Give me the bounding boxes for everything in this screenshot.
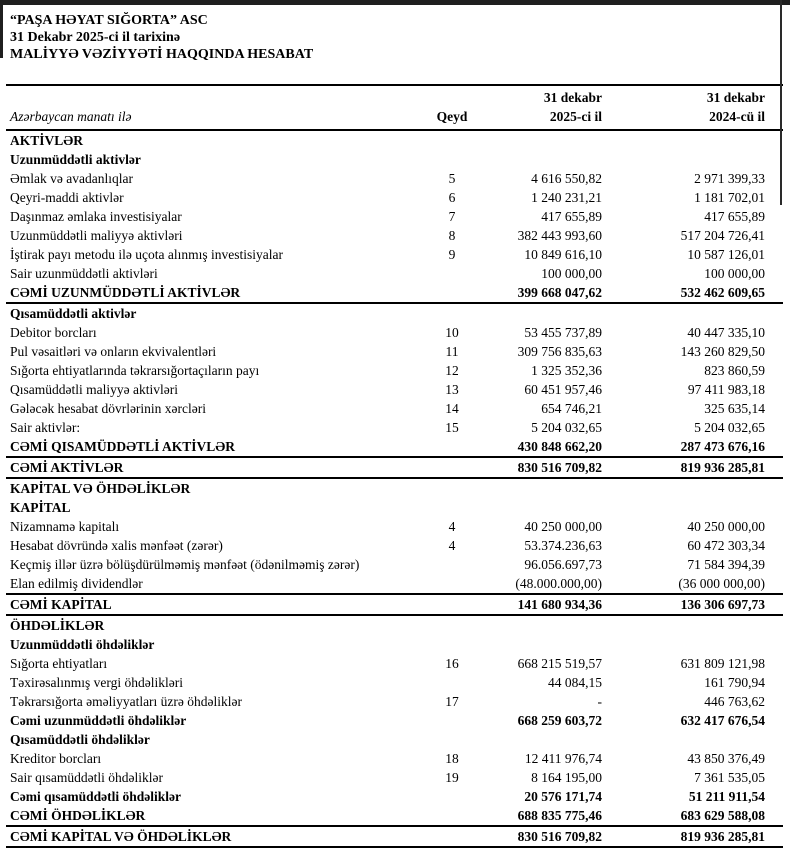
- row-note-number: 14: [445, 401, 459, 416]
- table-row: [6, 711, 783, 730]
- row-label: Hesabat dövründə xalis mənfəət (zərər): [10, 538, 223, 553]
- table-row: [6, 457, 783, 478]
- row-value-2024: 632 417 676,54: [680, 713, 765, 728]
- row-value-2025: 430 848 662,20: [517, 439, 602, 454]
- row-note-number: [426, 264, 478, 283]
- currency-note: Azərbaycan manatı ilə: [6, 107, 426, 130]
- row-value-2025: 417 655,89: [541, 209, 602, 224]
- row-value-2025: 830 516 709,82: [478, 457, 606, 478]
- report-title: MALİYYƏ VƏZİYYƏTİ HAQQINDA HESABAT: [10, 47, 314, 62]
- row-note-number: [426, 457, 478, 478]
- table-row: [6, 130, 783, 150]
- row-value-2024: [606, 303, 783, 323]
- row-value-2024: 161 790,94: [704, 675, 765, 690]
- row-label: İştirak payı metodu ilə uçota alınmış investisiyalar: [10, 247, 283, 262]
- row-value-2025: [478, 498, 606, 517]
- row-label: ÖHDƏLİKLƏR: [10, 618, 105, 633]
- row-note-number: 16: [445, 656, 459, 671]
- table-header-row-1: [6, 85, 783, 107]
- row-value-2024: 40 447 335,10: [687, 325, 765, 340]
- column-header-2025-line1: 31 dekabr: [478, 85, 606, 107]
- row-note-number: 12: [445, 363, 459, 378]
- row-label: Uzunmüddətli aktivlər: [10, 152, 141, 167]
- column-header-2025-line2: 2025-ci il: [478, 107, 606, 130]
- row-note-number: 4: [448, 519, 456, 534]
- row-value-2025: 60 451 957,46: [524, 382, 602, 397]
- row-label: CƏMİ QISAMÜDDƏTLİ AKTİVLƏR: [10, 439, 235, 454]
- row-label: Təkrarsığorta əməliyyatları üzrə öhdəliklər: [10, 694, 243, 709]
- row-note-number: 17: [445, 694, 459, 709]
- row-note-number: [426, 806, 478, 826]
- row-value-2024: 43 850 376,49: [687, 751, 765, 766]
- row-value-2025: 12 411 976,74: [524, 751, 602, 766]
- row-note-number: [426, 615, 478, 635]
- row-value-2025: 53 455 737,89: [524, 325, 602, 340]
- row-note-number: [426, 555, 478, 574]
- row-label: AKTİVLƏR: [10, 133, 83, 148]
- row-value-2025: 688 835 775,46: [517, 808, 602, 823]
- table-header: [6, 85, 783, 130]
- row-value-2024: 446 763,62: [704, 694, 765, 709]
- table-row: [6, 264, 783, 283]
- row-label: CƏMİ KAPİTAL: [6, 594, 426, 615]
- table-row: [6, 673, 783, 692]
- table-row: [6, 226, 783, 245]
- row-label: Elan edilmiş dividendlər: [10, 576, 143, 591]
- row-value-2025: 399 668 047,62: [478, 283, 606, 303]
- row-label: KAPİTAL: [10, 500, 71, 515]
- row-value-2024: 136 306 697,73: [606, 594, 783, 615]
- row-note-number: 13: [445, 382, 459, 397]
- row-value-2025: [478, 478, 606, 498]
- row-value-2025: -: [597, 694, 602, 709]
- row-label: Nizamnamə kapitalı: [10, 519, 120, 534]
- table-row: [6, 303, 783, 323]
- table-row: [6, 730, 783, 749]
- row-label: Qeyri-maddi aktivlər: [10, 190, 124, 205]
- table-row: [6, 169, 783, 188]
- row-value-2024: 1 181 702,01: [694, 190, 765, 205]
- table-row: [6, 749, 783, 768]
- table-row: [6, 787, 783, 806]
- row-note-number: 18: [445, 751, 459, 766]
- row-note-number: [426, 498, 478, 517]
- row-label: Sığorta ehtiyatlarında təkrarsığortaçıların payı: [10, 363, 260, 378]
- row-value-2025: 40 250 000,00: [524, 519, 602, 534]
- row-value-2024: 819 936 285,81: [606, 457, 783, 478]
- row-value-2024: 683 629 588,08: [680, 808, 765, 823]
- row-value-2025: 20 576 171,74: [524, 789, 602, 804]
- row-value-2024: [606, 130, 783, 150]
- row-label: Daşınmaz əmlaka investisiyalar: [10, 209, 182, 224]
- row-note-number: 8: [448, 228, 456, 243]
- company-name: “PAŞA HƏYAT SIĞORTA” ASC: [10, 13, 208, 28]
- row-value-2024: [606, 150, 783, 169]
- row-value-2025: [478, 635, 606, 654]
- row-value-2024: 71 584 394,39: [687, 557, 765, 572]
- row-note-number: [426, 283, 478, 303]
- scan-edge-right: [780, 0, 782, 205]
- row-note-number: [426, 673, 478, 692]
- table-row: [6, 437, 783, 457]
- table-row: [6, 207, 783, 226]
- row-value-2024: 631 809 121,98: [680, 656, 765, 671]
- row-label: CƏMİ KAPİTAL VƏ ÖHDƏLİKLƏR: [6, 826, 426, 847]
- table-row: [6, 555, 783, 574]
- row-value-2024: 517 204 726,41: [680, 228, 765, 243]
- row-note-number: [426, 730, 478, 749]
- row-value-2024: 40 250 000,00: [687, 519, 765, 534]
- row-value-2025: [478, 130, 606, 150]
- table-header-row-2: [6, 107, 783, 130]
- row-label: Sair aktivlər:: [10, 420, 81, 435]
- row-label: Kreditor borcları: [10, 751, 102, 766]
- row-value-2025: 10 849 616,10: [524, 247, 602, 262]
- row-note-number: 9: [448, 247, 456, 262]
- row-value-2024: 287 473 676,16: [680, 439, 765, 454]
- row-note-number: 11: [445, 344, 459, 359]
- row-note-number: [426, 150, 478, 169]
- table-row: [6, 323, 783, 342]
- row-value-2025: 5 204 032,65: [531, 420, 602, 435]
- row-label: Qısamüddətli aktivlər: [10, 306, 137, 321]
- row-value-2024: 823 860,59: [704, 363, 765, 378]
- column-header-qeyd: Qeyd: [426, 107, 478, 130]
- table-row: [6, 283, 783, 303]
- row-value-2024: 7 361 535,05: [694, 770, 765, 785]
- row-value-2024: 2 971 399,33: [694, 171, 765, 186]
- row-value-2025: 668 259 603,72: [517, 713, 602, 728]
- row-note-number: 7: [448, 209, 456, 224]
- row-value-2025: 1 240 231,21: [531, 190, 602, 205]
- row-note-number: [426, 130, 478, 150]
- table-row: [6, 574, 783, 594]
- row-value-2025: [478, 150, 606, 169]
- table-row: [6, 399, 783, 418]
- row-note-number: 15: [445, 420, 459, 435]
- row-value-2024: 143 260 829,50: [680, 344, 765, 359]
- table-body: [6, 130, 783, 847]
- row-label: Debitor borcları: [10, 325, 97, 340]
- row-value-2024: 819 936 285,81: [606, 826, 783, 847]
- table-row: [6, 478, 783, 498]
- row-note-number: [426, 437, 478, 457]
- row-label: Gələcək hesabat dövrlərinin xərcləri: [10, 401, 207, 416]
- row-value-2024: 10 587 126,01: [687, 247, 765, 262]
- row-value-2025: 4 616 550,82: [531, 171, 602, 186]
- row-value-2025: 309 756 835,63: [517, 344, 602, 359]
- row-note-number: [426, 635, 478, 654]
- row-value-2025: [478, 303, 606, 323]
- row-value-2025: 668 215 519,57: [517, 656, 602, 671]
- row-label: KAPİTAL VƏ ÖHDƏLİKLƏR: [10, 481, 191, 496]
- document-header: [6, 12, 783, 63]
- table-row: [6, 380, 783, 399]
- table-row: [6, 418, 783, 437]
- balance-sheet-table: [6, 84, 783, 848]
- row-label: Cəmi qısamüddətli öhdəliklər: [10, 789, 182, 804]
- row-value-2025: [478, 615, 606, 635]
- row-value-2025: 654 746,21: [541, 401, 602, 416]
- table-row: [6, 150, 783, 169]
- row-value-2025: [478, 730, 606, 749]
- row-label: Uzunmüddətli maliyyə aktivləri: [10, 228, 183, 243]
- row-value-2024: [606, 478, 783, 498]
- row-label: Keçmiş illər üzrə bölüşdürülməmiş mənfəət (ödənilməmiş zərər): [10, 557, 360, 572]
- row-value-2024: 5 204 032,65: [694, 420, 765, 435]
- row-label: Sığorta ehtiyatları: [10, 656, 108, 671]
- row-value-2024: [606, 498, 783, 517]
- header-spacer: [426, 85, 478, 107]
- report-date: 31 Dekabr 2025-ci il tarixinə: [10, 30, 181, 45]
- table-row: [6, 361, 783, 380]
- row-label: Sair uzunmüddətli aktivləri: [10, 266, 158, 281]
- row-note-number: 6: [448, 190, 456, 205]
- row-note-number: [426, 574, 478, 594]
- row-note-number: 10: [445, 325, 459, 340]
- table-row: [6, 826, 783, 847]
- row-value-2025: 1 325 352,36: [531, 363, 602, 378]
- table-row: [6, 654, 783, 673]
- row-value-2025: 830 516 709,82: [478, 826, 606, 847]
- row-note-number: 19: [445, 770, 459, 785]
- row-value-2024: 417 655,89: [704, 209, 765, 224]
- row-value-2025: 100 000,00: [541, 266, 602, 281]
- row-value-2025: 141 680 934,36: [478, 594, 606, 615]
- row-value-2024: 60 472 303,34: [687, 538, 765, 553]
- row-note-number: [426, 478, 478, 498]
- row-label: Qısamüddətli öhdəliklər: [10, 732, 150, 747]
- row-label: Uzunmüddətli öhdəliklər: [10, 637, 155, 652]
- row-label: CƏMİ UZUNMÜDDƏTLİ AKTİVLƏR: [6, 283, 426, 303]
- row-value-2024: 325 635,14: [704, 401, 765, 416]
- row-note-number: 4: [448, 538, 456, 553]
- table-row: [6, 806, 783, 826]
- table-row: [6, 517, 783, 536]
- table-row: [6, 692, 783, 711]
- row-value-2025: 44 084,15: [548, 675, 602, 690]
- row-value-2025: 96.056.697,73: [524, 557, 602, 572]
- row-value-2024: [606, 615, 783, 635]
- row-value-2024: 51 211 911,54: [688, 789, 765, 804]
- row-label: CƏMİ ÖHDƏLİKLƏR: [10, 808, 146, 823]
- row-label: Cəmi uzunmüddətli öhdəliklər: [10, 713, 187, 728]
- row-note-number: [426, 303, 478, 323]
- row-note-number: [426, 594, 478, 615]
- table-row: [6, 536, 783, 555]
- table-row: [6, 188, 783, 207]
- table-row: [6, 342, 783, 361]
- row-label: CƏMİ AKTİVLƏR: [6, 457, 426, 478]
- row-label: Təxirəsalınmış vergi öhdəlikləri: [10, 675, 183, 690]
- row-note-number: [426, 711, 478, 730]
- row-label: Qısamüddətli maliyyə aktivləri: [10, 382, 178, 397]
- row-value-2024: 532 462 609,65: [606, 283, 783, 303]
- row-value-2024: [606, 730, 783, 749]
- header-spacer: [6, 85, 426, 107]
- table-row: [6, 615, 783, 635]
- table-row: [6, 768, 783, 787]
- table-row: [6, 245, 783, 264]
- row-value-2025: 382 443 993,60: [517, 228, 602, 243]
- row-label: Pul vəsaitləri və onların ekvivalentləri: [10, 344, 217, 359]
- row-label: Sair qısamüddətli öhdəliklər: [10, 770, 163, 785]
- scan-edge-top: [0, 0, 790, 5]
- row-value-2024: 97 411 983,18: [687, 382, 765, 397]
- row-value-2025: (48.000.000,00): [515, 576, 602, 591]
- row-note-number: [426, 787, 478, 806]
- row-value-2025: 53.374.236,63: [524, 538, 602, 553]
- column-header-2024-line2: 2024-cü il: [606, 107, 783, 130]
- column-header-2024-line1: 31 dekabr: [606, 85, 783, 107]
- row-label: Əmlak və avadanlıqlar: [10, 171, 133, 186]
- table-row: [6, 594, 783, 615]
- row-value-2024: [606, 635, 783, 654]
- row-value-2024: (36 000 000,00): [678, 576, 765, 591]
- table-row: [6, 498, 783, 517]
- row-note-number: 5: [448, 171, 456, 186]
- row-value-2024: 100 000,00: [704, 266, 765, 281]
- table-row: [6, 635, 783, 654]
- row-note-number: [426, 826, 478, 847]
- scan-edge-left: [0, 0, 3, 58]
- row-value-2025: 8 164 195,00: [531, 770, 602, 785]
